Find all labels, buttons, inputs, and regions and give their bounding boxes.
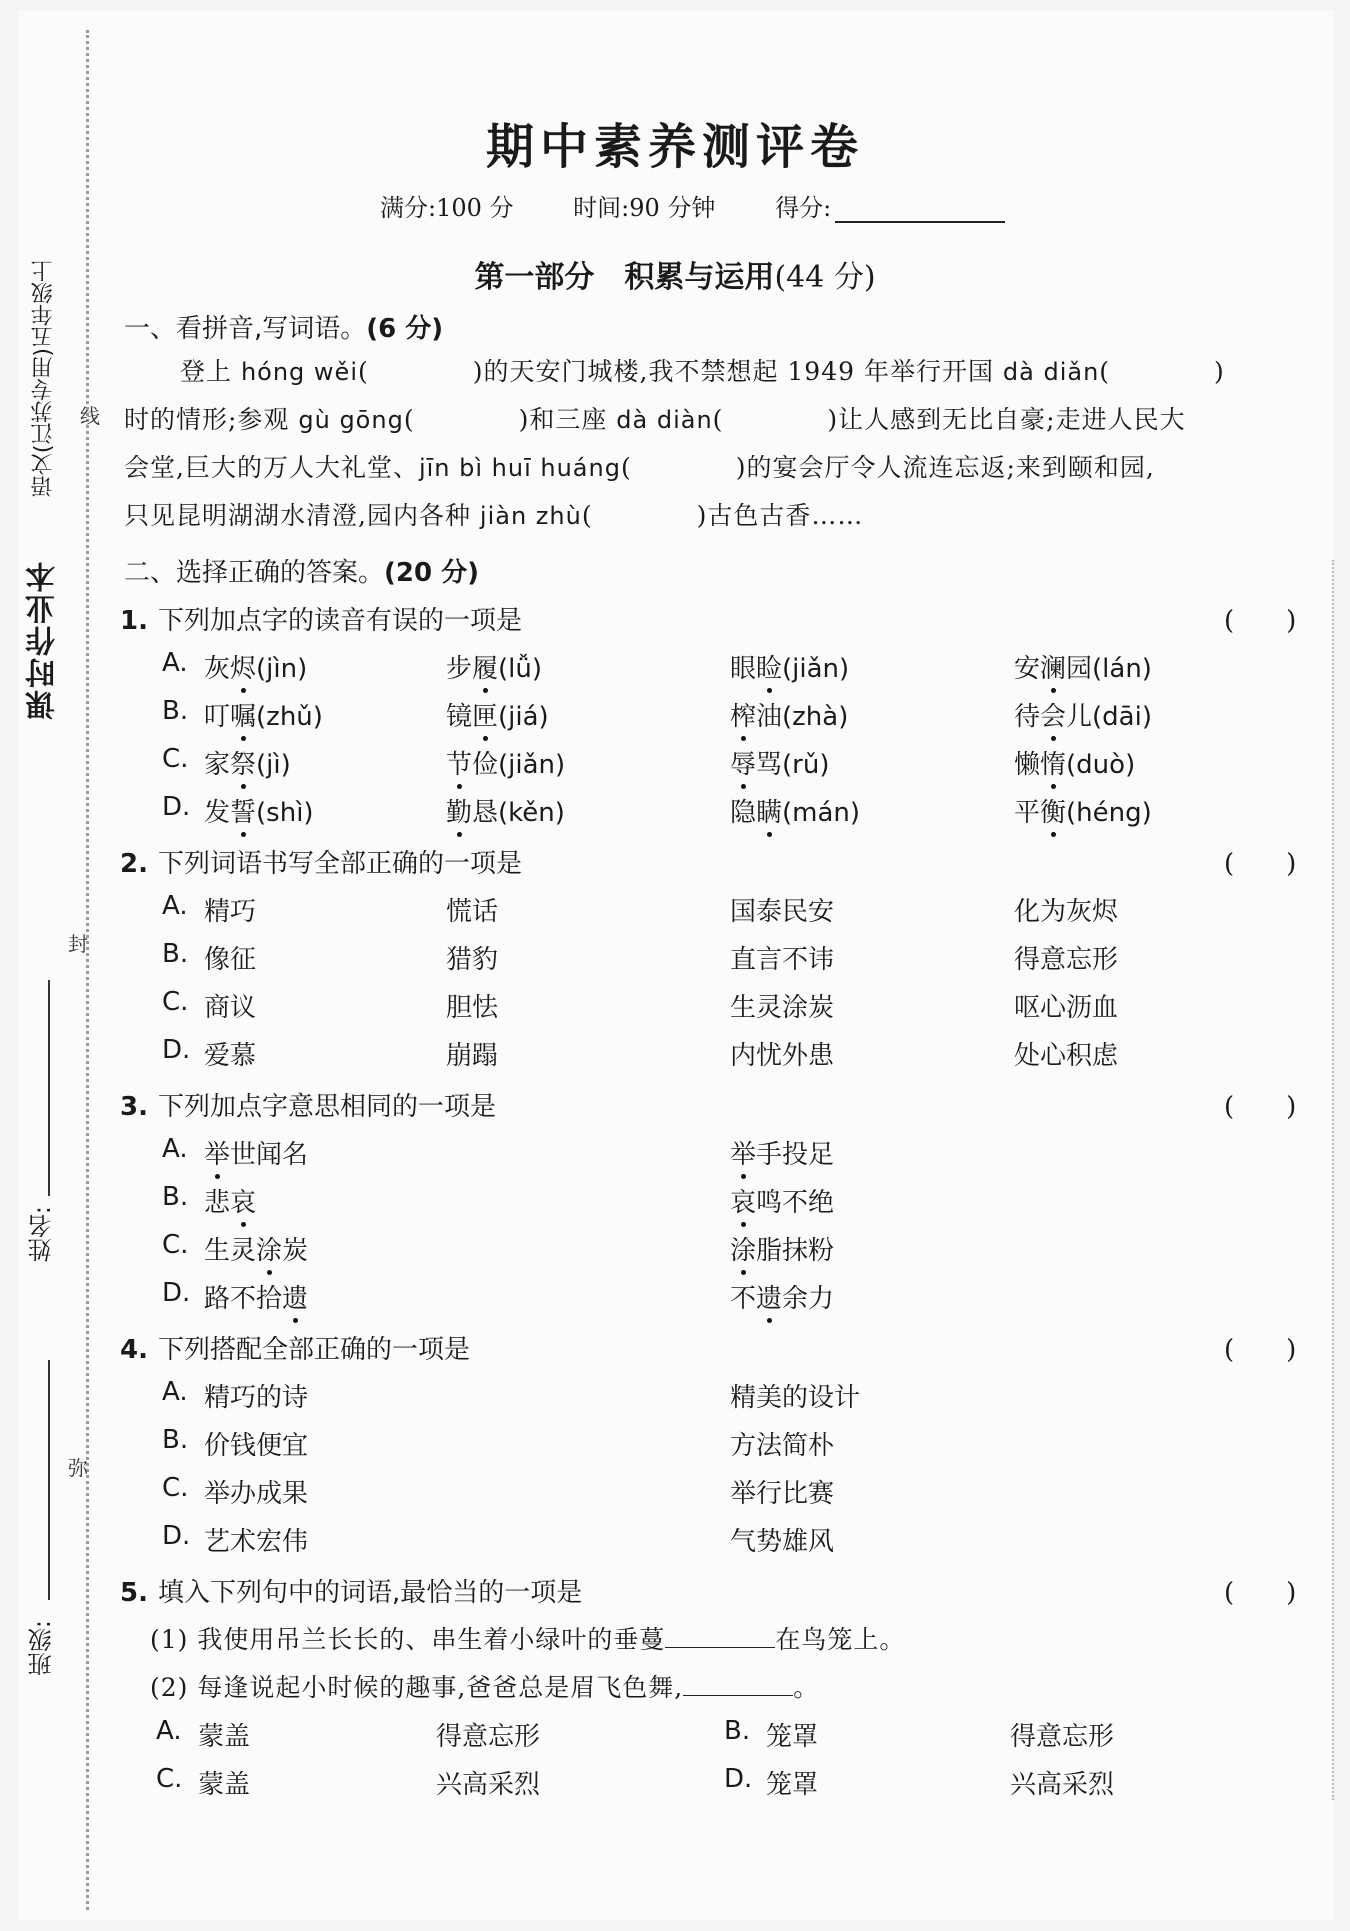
pinyin-line-4 bbox=[124, 492, 1304, 540]
text: 眼 bbox=[730, 654, 757, 684]
option-text: 得意忘形 bbox=[1014, 945, 1119, 975]
text: 只见昆明湖湖水清澄,园内各种 bbox=[124, 501, 480, 530]
emphasized-char: 辱 bbox=[730, 744, 756, 781]
answer-blank-text[interactable]: ( )让人感到无比自豪;走进人民大 bbox=[712, 405, 1186, 434]
pinyin: hóng wěi bbox=[240, 358, 358, 386]
option-letter: A. bbox=[162, 1134, 188, 1164]
emphasized-char: 嘱 bbox=[230, 696, 256, 733]
answer-blank-text[interactable]: ( )和三座 bbox=[403, 405, 617, 434]
sub-question-1 bbox=[150, 1620, 905, 1656]
question-number: 3. bbox=[120, 1092, 148, 1122]
option-text: 慌话 bbox=[446, 897, 499, 927]
brand-label: 课时作业本 bbox=[26, 560, 61, 720]
emphasized-char: 惰 bbox=[1040, 744, 1066, 781]
fill-blank[interactable] bbox=[665, 1627, 775, 1648]
pinyin-line-3 bbox=[124, 444, 1304, 492]
text: (jiá) bbox=[498, 702, 549, 732]
text: 镜 bbox=[446, 702, 473, 732]
option-text bbox=[1014, 696, 1152, 733]
option-letter: C. bbox=[162, 744, 189, 774]
section-1-heading bbox=[124, 308, 443, 345]
emphasized-char: 匣 bbox=[472, 696, 498, 733]
answer-blank-text[interactable]: ( )古色古香…… bbox=[581, 501, 864, 530]
fill-blank[interactable] bbox=[683, 1675, 793, 1696]
option-text: 崩蹋 bbox=[446, 1041, 499, 1071]
emphasized-char: 遗 bbox=[282, 1278, 308, 1315]
option-text bbox=[730, 648, 849, 685]
emphasized-char: 举 bbox=[730, 1134, 756, 1171]
emphasized-char: 烬 bbox=[230, 648, 256, 685]
text: (jì) bbox=[256, 750, 291, 780]
question-1 bbox=[120, 600, 522, 637]
option-letter: A. bbox=[162, 891, 188, 921]
text: (mán) bbox=[782, 798, 861, 828]
option-text: 蒙盖 bbox=[198, 1722, 251, 1752]
option-letter: A. bbox=[156, 1716, 182, 1746]
text: 恳(kěn) bbox=[472, 798, 565, 828]
part-heading bbox=[0, 252, 1350, 296]
option-text: 猎豹 bbox=[446, 945, 499, 975]
question-2 bbox=[120, 843, 522, 880]
option-text: 得意忘形 bbox=[1010, 1722, 1115, 1752]
text: (héng) bbox=[1066, 798, 1152, 828]
text: 。 bbox=[793, 1673, 820, 1702]
emphasized-char: 哀 bbox=[730, 1182, 756, 1219]
pinyin: jīn bì huī huáng bbox=[418, 454, 621, 482]
option-text bbox=[730, 1134, 834, 1171]
emphasized-char: 澜 bbox=[1040, 648, 1066, 685]
pinyin: gù gōng bbox=[298, 406, 404, 434]
pinyin: dà diàn bbox=[616, 406, 713, 434]
page-title: 期中素养测评卷 bbox=[485, 119, 864, 175]
class-label: 班级: bbox=[28, 1620, 56, 1677]
text: (1) 我使用吊兰长长的、串生着小绿叶的垂蔓 bbox=[150, 1625, 666, 1654]
option-letter: B. bbox=[162, 939, 189, 969]
option-letter: B. bbox=[162, 1182, 189, 1212]
answer-blank[interactable]: ( ) bbox=[1099, 357, 1225, 386]
emphasized-char: 瞒 bbox=[756, 792, 782, 829]
pinyin: jiàn zhù bbox=[479, 502, 582, 530]
text: 懒 bbox=[1014, 750, 1041, 780]
emphasized-char: 誓 bbox=[230, 792, 256, 829]
option-text: 艺术宏伟 bbox=[204, 1527, 309, 1557]
option-text bbox=[730, 1278, 834, 1315]
option-text bbox=[730, 696, 848, 733]
score-label: 得分: bbox=[775, 194, 832, 222]
option-row[interactable] bbox=[0, 1377, 1350, 1417]
option-row[interactable] bbox=[0, 1521, 1350, 1561]
option-row[interactable] bbox=[0, 648, 1350, 688]
option-letter: B. bbox=[162, 1425, 189, 1455]
option-text bbox=[204, 1182, 256, 1219]
option-row[interactable] bbox=[0, 939, 1350, 979]
question-text: 下列加点字意思相同的一项是 bbox=[157, 1092, 496, 1122]
option-text: 笼罩 bbox=[766, 1722, 819, 1752]
option-text bbox=[446, 696, 549, 733]
option-row[interactable] bbox=[0, 744, 1350, 784]
option-row[interactable] bbox=[0, 1764, 1350, 1804]
sub-question-2 bbox=[150, 1668, 819, 1704]
text: 灰 bbox=[204, 654, 231, 684]
option-row[interactable] bbox=[0, 987, 1350, 1027]
emphasized-char: 会 bbox=[1040, 696, 1066, 733]
text: 油(zhà) bbox=[756, 702, 849, 732]
option-text bbox=[204, 1230, 308, 1267]
option-letter: A. bbox=[162, 648, 188, 678]
option-text bbox=[730, 792, 860, 829]
emphasized-char: 祭 bbox=[230, 744, 256, 781]
answer-parentheses[interactable]: ( ) bbox=[1224, 1578, 1297, 1608]
text: 余力 bbox=[782, 1284, 835, 1314]
text: 在鸟笼上。 bbox=[775, 1625, 906, 1654]
text: (jiǎn) bbox=[782, 654, 850, 684]
option-text bbox=[1014, 648, 1152, 685]
option-letter: C. bbox=[162, 1473, 189, 1503]
option-row[interactable] bbox=[0, 1230, 1350, 1270]
option-letter: D. bbox=[724, 1764, 753, 1794]
cut-mark-line: 线 bbox=[80, 404, 100, 428]
option-row[interactable] bbox=[0, 1278, 1350, 1318]
emphasized-char: 举 bbox=[204, 1134, 230, 1171]
option-row[interactable] bbox=[0, 1035, 1350, 1075]
cut-mark-seal: 封 bbox=[68, 932, 88, 956]
option-letter: C. bbox=[162, 1230, 189, 1260]
text: 待 bbox=[1014, 702, 1041, 732]
score-field[interactable] bbox=[835, 199, 1005, 223]
text: 家 bbox=[204, 750, 231, 780]
text: 不 bbox=[730, 1284, 757, 1314]
option-text bbox=[1014, 744, 1135, 781]
option-text: 国泰民安 bbox=[730, 897, 835, 927]
text: 步 bbox=[446, 654, 473, 684]
emphasized-char: 遗 bbox=[756, 1278, 782, 1315]
full-score: 满分:100 分 bbox=[380, 194, 514, 222]
option-text: 胆怯 bbox=[446, 993, 499, 1023]
emphasized-char: 节 bbox=[446, 744, 472, 781]
exam-meta bbox=[380, 188, 1005, 223]
option-letter: B. bbox=[724, 1716, 751, 1746]
text: (2) 每逢说起小时候的趣事,爸爸总是眉飞色舞, bbox=[150, 1673, 684, 1702]
text: 脂抹粉 bbox=[756, 1236, 835, 1266]
option-text: 兴高采烈 bbox=[1010, 1770, 1115, 1800]
option-row[interactable] bbox=[0, 891, 1350, 931]
answer-parentheses[interactable]: ( ) bbox=[1224, 606, 1297, 636]
emphasized-char: 睑 bbox=[756, 648, 782, 685]
text: 俭(jiǎn) bbox=[472, 750, 566, 780]
option-text: 处心积虑 bbox=[1014, 1041, 1119, 1071]
option-letter: D. bbox=[162, 792, 191, 822]
option-text: 举办成果 bbox=[204, 1479, 309, 1509]
option-text bbox=[446, 792, 565, 829]
option-text: 笼罩 bbox=[766, 1770, 819, 1800]
option-row[interactable] bbox=[0, 1716, 1350, 1756]
emphasized-char: 榨 bbox=[730, 696, 756, 733]
option-text: 生灵涂炭 bbox=[730, 993, 835, 1023]
option-row[interactable] bbox=[0, 696, 1350, 736]
text: 骂(rǔ) bbox=[756, 750, 830, 780]
question-text: 下列词语书写全部正确的一项是 bbox=[157, 849, 522, 879]
option-text: 举行比赛 bbox=[730, 1479, 835, 1509]
option-row[interactable] bbox=[0, 1134, 1350, 1174]
answer-blank-text[interactable]: ( )的天安门城楼,我不禁想起 1949 年举行开国 bbox=[357, 357, 1003, 386]
option-text: 精美的设计 bbox=[730, 1383, 861, 1413]
subject-label: 语文(江苏专用)五年级上 bbox=[31, 260, 56, 498]
text: 生灵 bbox=[204, 1236, 257, 1266]
question-number: 4. bbox=[120, 1335, 148, 1365]
option-text bbox=[730, 1182, 834, 1219]
text: (lǚ) bbox=[498, 654, 543, 684]
text: 登上 bbox=[180, 357, 241, 386]
option-text: 内忧外患 bbox=[730, 1041, 835, 1071]
emphasized-char: 涂 bbox=[256, 1230, 282, 1267]
option-text bbox=[1014, 792, 1152, 829]
question-number: 5. bbox=[120, 1578, 148, 1608]
section-1-score: (6 分) bbox=[366, 314, 444, 344]
option-text: 呕心沥血 bbox=[1014, 993, 1119, 1023]
text: 时的情形;参观 bbox=[124, 405, 299, 434]
emphasized-char: 哀 bbox=[230, 1182, 256, 1219]
text: 园(lán) bbox=[1066, 654, 1152, 684]
text: 叮 bbox=[204, 702, 231, 732]
answer-parentheses[interactable]: ( ) bbox=[1224, 1335, 1297, 1365]
time-limit: 时间:90 分钟 bbox=[573, 194, 716, 222]
option-text bbox=[204, 792, 314, 829]
option-text: 气势雄风 bbox=[730, 1527, 835, 1557]
answer-blank-text[interactable]: ( )的宴会厅令人流连忘返;来到颐和园, bbox=[620, 453, 1155, 482]
question-4 bbox=[120, 1329, 470, 1366]
name-label: 姓名: bbox=[28, 1206, 56, 1263]
option-text bbox=[204, 696, 323, 733]
option-row[interactable] bbox=[0, 1182, 1350, 1222]
section-2-score: (20 分) bbox=[384, 558, 480, 588]
question-text: 下列搭配全部正确的一项是 bbox=[157, 1335, 470, 1365]
text: 手投足 bbox=[756, 1140, 835, 1170]
option-text: 价钱便宜 bbox=[204, 1431, 309, 1461]
question-text: 填入下列句中的词语,最恰当的一项是 bbox=[157, 1578, 583, 1608]
pinyin: dà diǎn bbox=[1002, 358, 1100, 386]
pinyin-line-2 bbox=[124, 396, 1304, 444]
option-letter: A. bbox=[162, 1377, 188, 1407]
option-text: 蒙盖 bbox=[198, 1770, 251, 1800]
option-text: 化为灰烬 bbox=[1014, 897, 1119, 927]
text: 儿(dāi) bbox=[1066, 702, 1152, 732]
option-text bbox=[204, 1134, 308, 1171]
option-letter: D. bbox=[162, 1278, 191, 1308]
emphasized-char: 履 bbox=[472, 648, 498, 685]
question-number: 1. bbox=[120, 606, 148, 636]
text: 悲 bbox=[204, 1188, 231, 1218]
section-1-title: 一、看拼音,写词语。 bbox=[124, 314, 367, 344]
emphasized-char: 勤 bbox=[446, 792, 472, 829]
option-text: 像征 bbox=[204, 945, 257, 975]
answer-parentheses[interactable]: ( ) bbox=[1224, 1092, 1297, 1122]
option-text bbox=[730, 1230, 834, 1267]
option-text: 精巧的诗 bbox=[204, 1383, 309, 1413]
option-text: 直言不讳 bbox=[730, 945, 835, 975]
text: 世闻名 bbox=[230, 1140, 309, 1170]
option-text bbox=[204, 648, 307, 685]
option-text bbox=[730, 744, 829, 781]
part-score: (44 分) bbox=[774, 260, 876, 295]
option-row[interactable] bbox=[0, 792, 1350, 832]
option-text bbox=[446, 744, 565, 781]
text: 隐 bbox=[730, 798, 757, 828]
option-letter: C. bbox=[156, 1764, 183, 1794]
emphasized-char: 涂 bbox=[730, 1230, 756, 1267]
question-number: 2. bbox=[120, 849, 148, 879]
section-2-title: 二、选择正确的答案。 bbox=[124, 558, 385, 588]
text: 鸣不绝 bbox=[756, 1188, 835, 1218]
text: 发 bbox=[204, 798, 231, 828]
option-row[interactable] bbox=[0, 1425, 1350, 1465]
text: 路不拾 bbox=[204, 1284, 283, 1314]
question-3 bbox=[120, 1086, 496, 1123]
option-text bbox=[204, 1278, 308, 1315]
option-text: 精巧 bbox=[204, 897, 257, 927]
option-text: 得意忘形 bbox=[436, 1722, 541, 1752]
text: (duò) bbox=[1066, 750, 1136, 780]
cut-mark-close: 弥 bbox=[68, 1456, 88, 1480]
question-5 bbox=[120, 1572, 582, 1609]
option-letter: B. bbox=[162, 696, 189, 726]
option-text: 兴高采烈 bbox=[436, 1770, 541, 1800]
text: 安 bbox=[1014, 654, 1041, 684]
pinyin-line-1 bbox=[124, 348, 1304, 396]
option-row[interactable] bbox=[0, 1473, 1350, 1513]
emphasized-char: 衡 bbox=[1040, 792, 1066, 829]
option-text bbox=[446, 648, 542, 685]
option-letter: C. bbox=[162, 987, 189, 1017]
text: 平 bbox=[1014, 798, 1041, 828]
text: (zhǔ) bbox=[256, 702, 323, 732]
option-text: 方法简朴 bbox=[730, 1431, 835, 1461]
option-letter: D. bbox=[162, 1521, 191, 1551]
option-letter: D. bbox=[162, 1035, 191, 1065]
option-text: 爱慕 bbox=[204, 1041, 257, 1071]
text: (shì) bbox=[256, 798, 314, 828]
section-2-heading bbox=[124, 552, 479, 589]
part-title: 第一部分 积累与运用 bbox=[474, 260, 775, 295]
text: 炭 bbox=[282, 1236, 309, 1266]
text: (jìn) bbox=[256, 654, 308, 684]
answer-parentheses[interactable]: ( ) bbox=[1224, 849, 1297, 879]
option-text: 商议 bbox=[204, 993, 257, 1023]
option-text bbox=[204, 744, 291, 781]
text: 会堂,巨大的万人大礼堂、 bbox=[124, 453, 419, 482]
question-text: 下列加点字的读音有误的一项是 bbox=[157, 606, 522, 636]
